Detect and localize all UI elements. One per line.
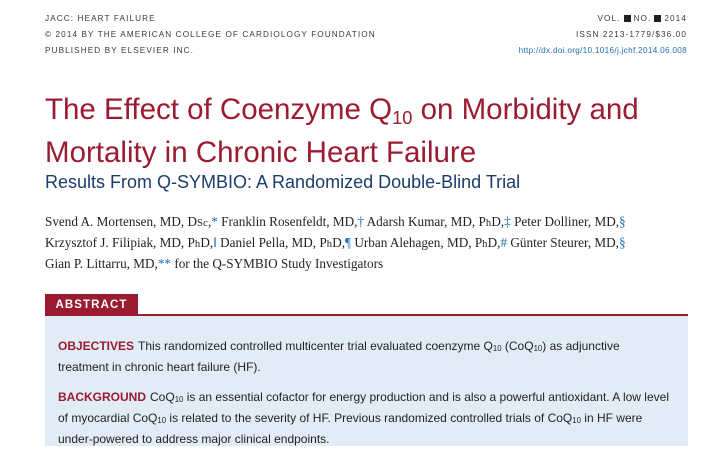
issn-line: ISSN 2213-1779/$36.00 <box>576 30 687 39</box>
author-name: Daniel Pella, MD, P <box>220 235 327 250</box>
no-label: NO. <box>633 14 652 23</box>
subscript-10: 10 <box>174 395 184 405</box>
redacted-number-mark <box>654 15 661 22</box>
author-list: Svend A. Mortensen, MD, DSc,* Franklin Rosenfeldt, MD,† Adarsh Kumar, MD, PhD,‡ Peter Dolliner, MD,§ Krzysztof J. Filipiak, MD, PhD,‖ Daniel Pella, MD, PhD,¶ Urban Alehagen, MD, PhD,# Günter Steurer, MD,§ Gian P. Littarru, MD,** for the Q-SYMBIO Study Investigators <box>45 214 626 271</box>
affiliation-mark[interactable]: ** <box>157 256 172 271</box>
article-title <box>45 92 685 170</box>
background-text: is an essential cofactor for energy production and is also a powerful antioxidant. A low level of myocardial CoQ <box>58 390 669 426</box>
author-degree-tail: D, <box>332 235 346 250</box>
abstract-objectives <box>58 337 673 377</box>
background-text: in HF were under-powered to address major clinical endpoints. <box>58 411 643 447</box>
affiliation-mark[interactable]: # <box>500 235 508 250</box>
objectives-text: ) as adjunctive treatment in chronic heart failure (HF). <box>58 339 620 375</box>
journal-name: JACC: HEART FAILURE <box>45 14 156 23</box>
author-name: Urban Alehagen, MD, P <box>354 235 483 250</box>
author-degree-tail: D, <box>200 235 214 250</box>
affiliation-mark[interactable]: § <box>619 214 626 229</box>
background-text: is related to the severity of HF. Previous randomized controlled trials of CoQ <box>166 411 573 426</box>
title-subscript: 10 <box>392 107 413 129</box>
objectives-label: OBJECTIVES <box>58 339 135 353</box>
publisher-line: PUBLISHED BY ELSEVIER INC. <box>45 46 195 55</box>
author-name: Peter Dolliner, MD, <box>514 214 620 229</box>
affiliation-mark[interactable]: ‖ <box>213 235 217 250</box>
abstract-divider <box>45 314 688 316</box>
doi-link[interactable]: http://dx.doi.org/10.1016/j.jchf.2014.06.008 <box>518 46 687 55</box>
author-name: Krzysztof J. Filipiak, MD, P <box>45 235 195 250</box>
abstract-tab: ABSTRACT <box>45 294 138 316</box>
copyright-line: © 2014 BY THE AMERICAN COLLEGE OF CARDIOLOGY FOUNDATION <box>45 30 376 39</box>
author-name: Franklin Rosenfeldt, MD, <box>221 214 358 229</box>
article-subtitle: Results From Q-SYMBIO: A Randomized Double-Blind Trial <box>45 172 521 192</box>
affiliation-mark[interactable]: † <box>357 214 365 229</box>
subscript-10: 10 <box>157 416 167 426</box>
author-degree-smallcaps: h <box>482 239 488 250</box>
year: 2014 <box>664 14 687 23</box>
objectives-text: This randomized controlled multicenter trial evaluated coenzyme Q <box>138 339 493 353</box>
author-name: Gian P. Littarru, MD, <box>45 256 158 271</box>
title-part-2: on Morbidity and Mortality in Chronic Heart Failure <box>45 93 639 170</box>
background-text: CoQ <box>150 390 175 404</box>
subscript-10: 10 <box>572 416 581 426</box>
abstract-background <box>58 388 673 449</box>
subscript-10: 10 <box>533 344 543 354</box>
author-degree-tail: D, <box>487 235 501 250</box>
author-name: Adarsh Kumar, MD, P <box>366 214 486 229</box>
author-name: Günter Steurer, MD, <box>510 235 619 250</box>
affiliation-mark[interactable]: ‡ <box>504 214 511 229</box>
author-degree-smallcaps: h <box>326 239 333 250</box>
author-degree-smallcaps: h <box>194 239 201 250</box>
author-name: Svend A. Mortensen, MD, D <box>45 214 198 229</box>
author-degree-tail: D, <box>491 214 505 229</box>
affiliation-mark[interactable]: ¶ <box>345 235 352 250</box>
authors-group-note: for the Q-SYMBIO Study Investigators <box>174 256 384 271</box>
title-part-1: The Effect of Coenzyme Q <box>45 93 393 126</box>
journal-header-right <box>519 14 687 62</box>
redacted-volume-mark <box>624 15 631 22</box>
subscript-10: 10 <box>492 344 502 354</box>
objectives-text: (CoQ <box>501 339 534 353</box>
affiliation-mark[interactable]: * <box>211 214 218 229</box>
author-degree-smallcaps: Sc <box>197 218 208 229</box>
journal-header-left <box>45 14 376 62</box>
background-label: BACKGROUND <box>58 390 146 404</box>
vol-label: VOL. <box>597 14 621 23</box>
affiliation-mark[interactable]: § <box>618 235 626 250</box>
volume-line <box>519 14 687 30</box>
author-degree-smallcaps: h <box>485 218 492 229</box>
